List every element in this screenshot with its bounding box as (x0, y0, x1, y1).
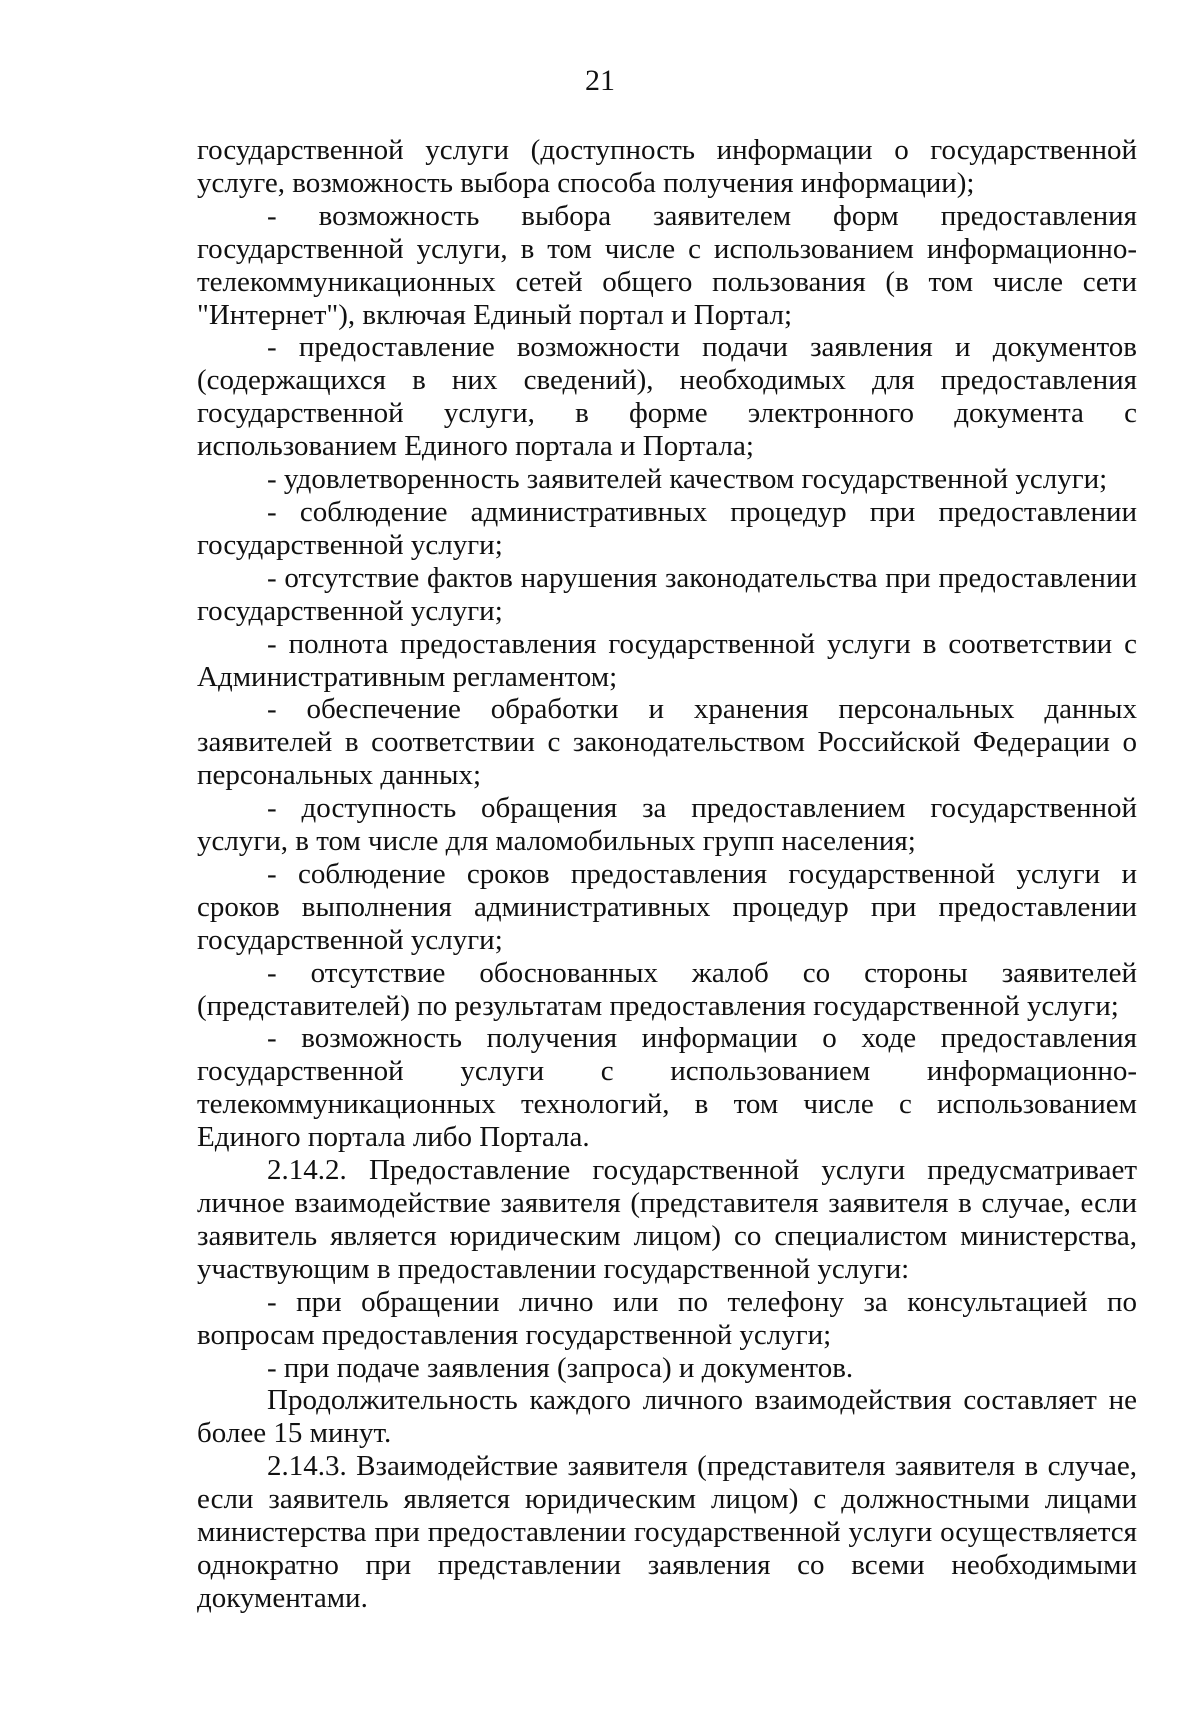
paragraph-16: Продолжительность каждого личного взаимодействия составляет не более 15 минут. (197, 1384, 1137, 1450)
paragraph-15: - при подаче заявления (запроса) и документов. (267, 1351, 854, 1384)
paragraph-8: - обеспечение обработки и хранения персональных данных заявителей в соответствии с законодательством Российской Федерации о персональных данных; (197, 693, 1137, 792)
paragraph-1: государственной услуги (доступность информации о государственной услуге, возможность выбора способа получения информации); (197, 134, 1137, 199)
paragraph-5: - соблюдение административных процедур при предоставлении государственной услуги; (197, 495, 1137, 561)
paragraph-14: - при обращении лично или по телефону за консультацией по вопросам предоставления государственной услуги; (197, 1285, 1137, 1351)
paragraph-12: - возможность получения информации о ходе предоставления государственной услуги с использованием информационно-телекоммуникационных технологий, в том числе с использованием Единого портала либо Портала. (197, 1022, 1137, 1154)
document-body (197, 134, 1137, 1615)
paragraph-6: - отсутствие фактов нарушения законодательства при предоставлении государственной услуги; (197, 561, 1137, 627)
paragraph-7: - полнота предоставления государственной услуги в соответствии с Административным регламентом; (197, 627, 1137, 693)
paragraph-10: - соблюдение сроков предоставления государственной услуги и сроков выполнения административных процедур при предоставлении государственной услуги; (197, 857, 1137, 956)
paragraph-11: - отсутствие обоснованных жалоб со стороны заявителей (представителей) по результатам предоставления государственной услуги; (197, 956, 1137, 1022)
paragraph-9: - доступность обращения за предоставлением государственной услуги, в том числе для маломобильных групп населения; (197, 792, 1137, 858)
paragraph-17: 2.14.3. Взаимодействие заявителя (представителя заявителя в случае, если заявитель является юридическим лицом) с должностными лицами министерства при предоставлении государственной услуги осуществляется однократно при представлении заявления со всеми необходимыми документами. (197, 1450, 1137, 1614)
paragraph-2: - возможность выбора заявителем форм предоставления государственной услуги, в том числе с использованием информационно-телекоммуникационных сетей общего пользования (в том числе сети "Интернет"), включая Единый портал и Портал; (197, 199, 1137, 331)
paragraph-4: - удовлетворенность заявителей качеством государственной услуги; (267, 463, 1108, 496)
page-number: 21 (585, 64, 615, 97)
paragraph-13: 2.14.2. Предоставление государственной услуги предусматривает личное взаимодействие заявителя (представителя заявителя в случае, если заявитель является юридическим лицом) со специалистом министерства, участвующим в предоставлении государственной услуги: (197, 1154, 1137, 1285)
paragraph-3: - предоставление возможности подачи заявления и документов (содержащихся в них сведений), необходимых для предоставления государственной услуги, в форме электронного документа с использованием Единого портала и Портала; (197, 331, 1137, 463)
